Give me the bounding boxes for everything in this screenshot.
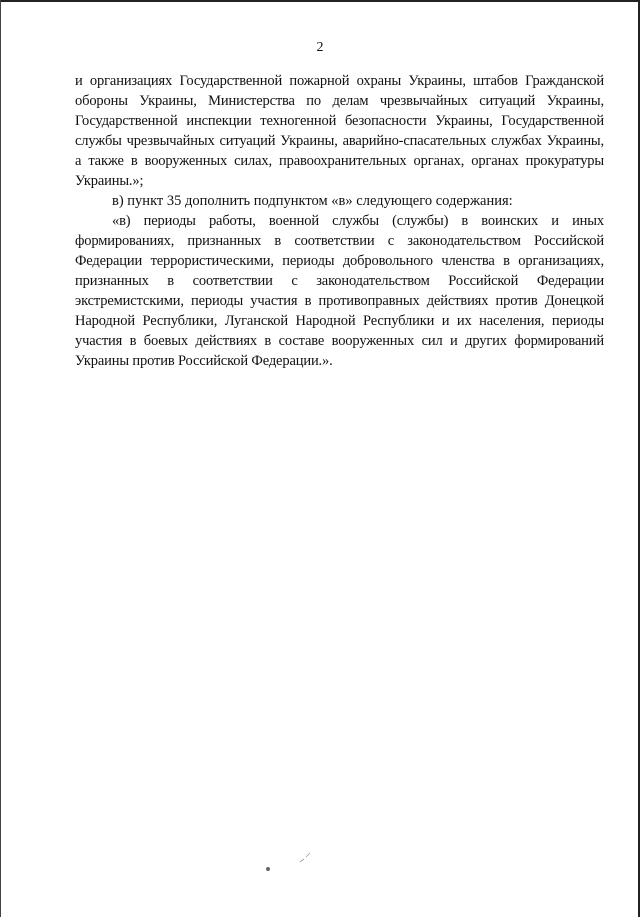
scan-edge-left — [0, 0, 1, 917]
paragraph-subitem-v-text: «в) периоды работы, военной службы (службы) в воинских и иных формированиях, признанных в соответствии с законодательством Российской Федерации террористическими, периоды добровольного членства в организациях, признанных в соответствии с законодательством Российской Федерации экстремистскими, периоды участия в противоправных действиях против Донецкой Народной Республики, Луганской Народной Республики и их населения, периоды участия в боевых действиях в составе вооруженных сил и других формирований Украины против Российской Федерации.». — [75, 213, 604, 369]
scan-speck-mark — [298, 852, 312, 864]
document-body — [75, 71, 604, 371]
scan-edge-top — [0, 0, 640, 2]
paragraph-continuation: и организациях Государственной пожарной охраны Украины, штабов Гражданской обороны Украины, Министерства по делам чрезвычайных ситуаций Украины, Государственной инспекции техногенной безопасности Украины, Государственной службы чрезвычайных ситуаций Украины, аварийно-спасательных службах Украины, а также в вооруженных силах, правоохранительных органах, органах прокуратуры Украины.»; — [75, 73, 604, 189]
paragraph-item-v: в) пункт 35 дополнить подпунктом «в» следующего содержания: — [112, 193, 513, 209]
page-number: 2 — [316, 40, 324, 55]
scan-dot-mark — [266, 867, 270, 871]
